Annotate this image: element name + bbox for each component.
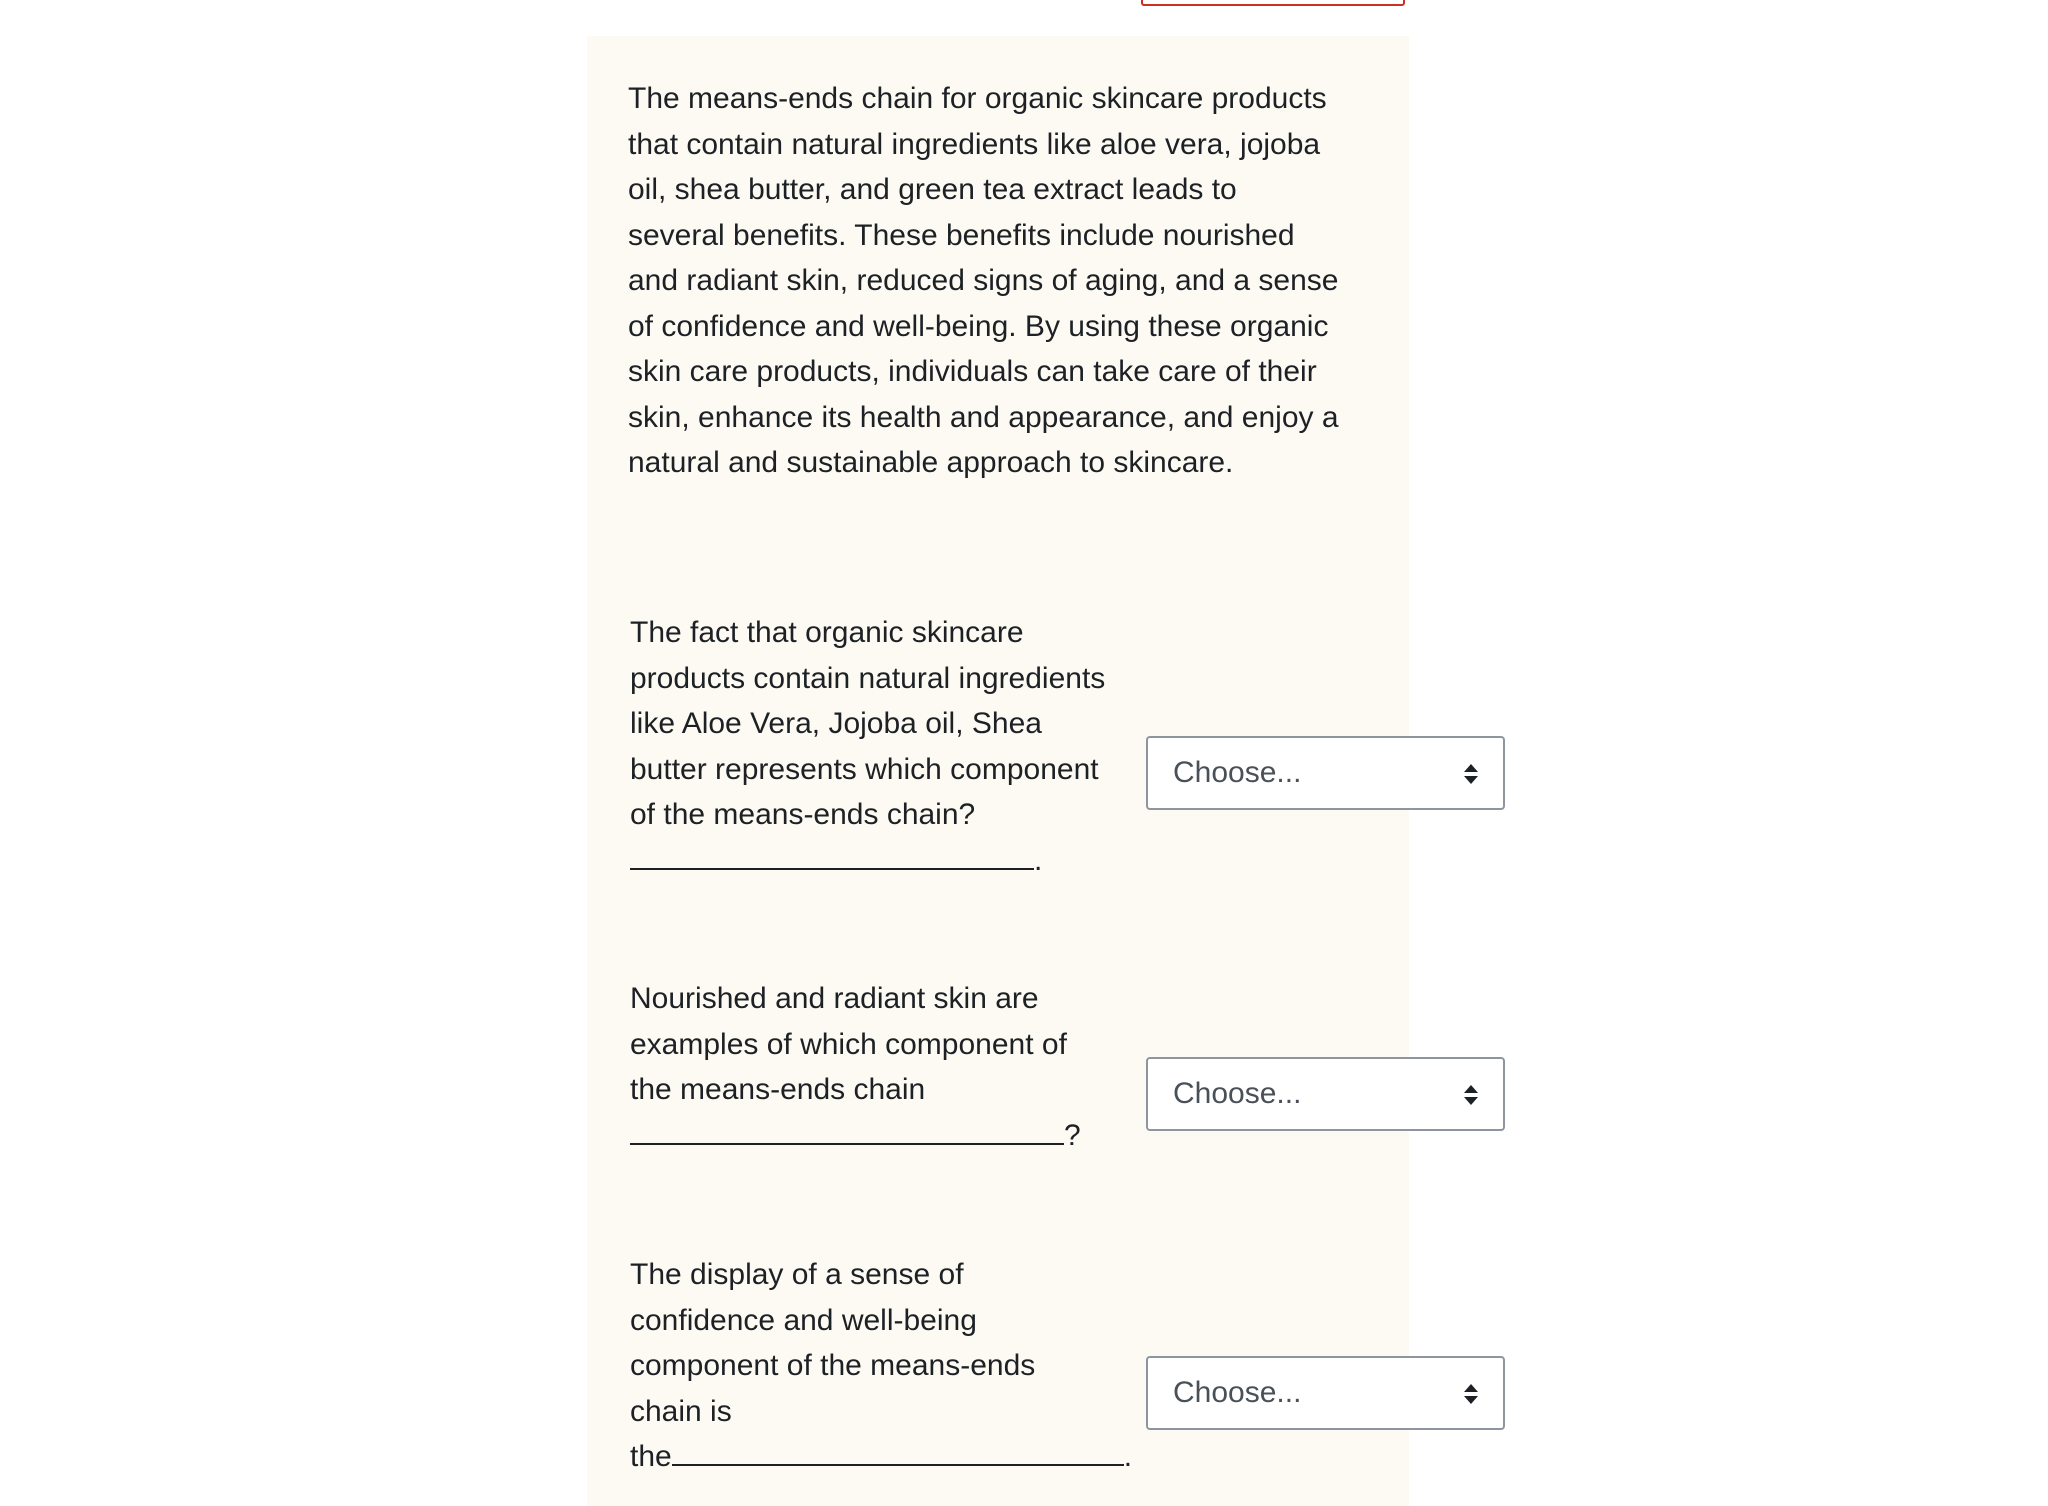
sort-arrows-icon [1463,1383,1479,1405]
question-line: The display of a sense of [630,1258,964,1291]
question-line: component of the means-ends [630,1349,1036,1382]
answer-blank-line [630,844,1042,877]
select-value: Choose... [1173,1077,1302,1110]
intro-text [628,76,1368,486]
intro-line: oil, shea butter, and green tea extract leads to [628,173,1237,206]
answer-blank-line [630,1440,1132,1473]
question-3-select[interactable] [1146,1356,1505,1430]
sort-arrows-icon [1463,763,1479,785]
question-line: products contain natural ingredients [630,661,1106,695]
blank-suffix: . [1034,843,1043,877]
question-line: like Aloe Vera, Jojoba oil, Shea [630,707,1042,740]
question-line: of the means-ends chain? [630,798,976,831]
question-2-text [630,976,1081,1158]
select-value: Choose... [1173,756,1302,789]
answer-blank-line [630,1119,1081,1152]
question-line: chain is [630,1394,732,1428]
intro-line: and radiant skin, reduced signs of aging, and a sense [628,264,1339,297]
intro-line: several benefits. These benefits include nourished [628,218,1295,252]
question-line: the means-ends chain [630,1073,926,1106]
intro-line: of confidence and well-being. By using these organic [628,309,1329,343]
intro-line: natural and sustainable approach to skincare. [628,446,1234,479]
intro-line: skin care products, individuals can take care of their [628,355,1317,388]
answer-blank [630,848,1034,870]
select-value: Choose... [1173,1376,1302,1409]
question-line: The fact that organic skincare [630,616,1024,649]
flag-box[interactable] [1141,0,1405,6]
question-2-select[interactable] [1146,1057,1505,1131]
question-line: butter represents which component [630,752,1099,786]
blank-suffix: . [1123,1440,1133,1473]
question-line: confidence and well-being [630,1303,977,1337]
question-3-text [630,1252,1132,1480]
intro-line: skin, enhance its health and appearance, and enjoy a [628,400,1339,434]
sort-arrows-icon [1463,1084,1479,1106]
blank-suffix: ? [1064,1118,1081,1152]
question-1-select[interactable] [1146,736,1505,810]
answer-blank [630,1123,1064,1145]
blank-prefix: the [630,1440,672,1473]
intro-line: that contain natural ingredients like aloe vera, jojoba [628,127,1321,161]
answer-blank [672,1444,1124,1466]
question-line: examples of which component of [630,1027,1067,1061]
intro-line: The means-ends chain for organic skincare products [628,82,1327,115]
question-line: Nourished and radiant skin are [630,982,1039,1015]
question-1-text [630,610,1105,883]
